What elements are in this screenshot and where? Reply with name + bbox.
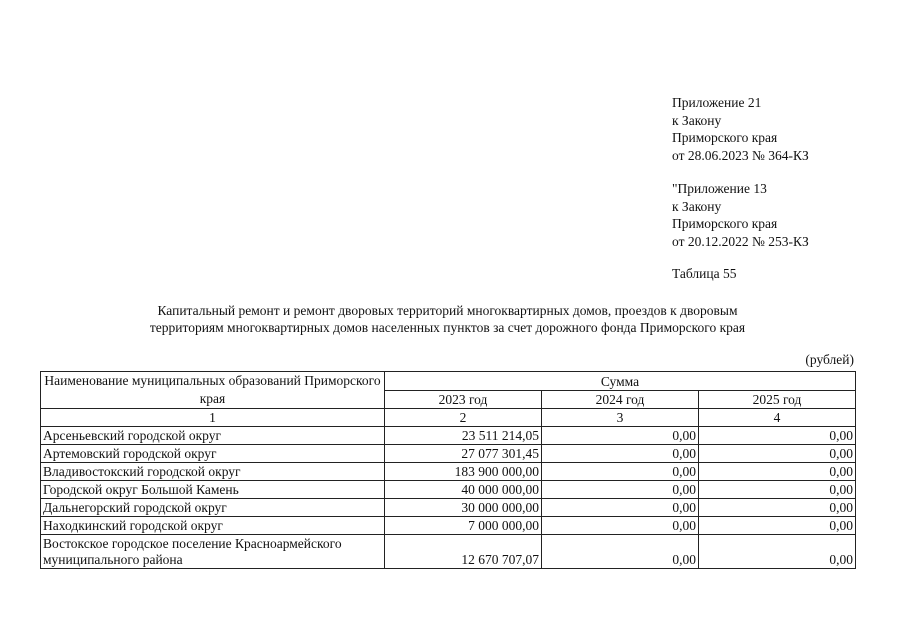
amount-2023: 40 000 000,00 [385,481,542,499]
municipality-name: Артемовский городской округ [41,445,385,463]
appendix-21-title: Приложение 21 [672,95,762,110]
municipality-name: Владивостокский городской округ [41,463,385,481]
table-row [41,517,856,535]
table-row [41,445,856,463]
amount-2025: 0,00 [699,463,856,481]
column-number-3: 3 [542,409,699,427]
header-municipality: Наименование муниципальных образований Приморского края [41,372,385,409]
header-year-2025: 2025 год [699,390,856,409]
appendix-21-region: Приморского края [672,130,778,146]
table-row [41,535,856,569]
table-row [41,463,856,481]
table-number: Таблица 55 [672,266,737,281]
column-number-2: 2 [385,409,542,427]
appendix-21-date: от 28.06.2023 № 364-КЗ [672,147,809,163]
amount-2025: 0,00 [699,481,856,499]
appendix-13-block [672,180,809,250]
funding-table [40,371,856,569]
document-title [40,302,855,336]
amount-2023: 23 511 214,05 [385,427,542,445]
municipality-name: Востокское городское поселение Красноармейского муниципального района [41,535,385,569]
appendix-13-region: Приморского края [672,216,778,232]
column-number-1: 1 [41,409,385,427]
municipality-name: Дальнегорский городской округ [41,499,385,517]
amount-2023: 30 000 000,00 [385,499,542,517]
amount-2023: 27 077 301,45 [385,445,542,463]
amount-2023: 183 900 000,00 [385,463,542,481]
header-sum: Сумма [385,372,856,391]
table-row [41,481,856,499]
appendix-13-date: от 20.12.2022 № 253-КЗ [672,233,809,249]
amount-2024: 0,00 [542,427,699,445]
amount-2024: 0,00 [542,463,699,481]
amount-2024: 0,00 [542,481,699,499]
amount-2024: 0,00 [542,535,699,569]
amount-2025: 0,00 [699,535,856,569]
municipality-name: Находкинский городской округ [41,517,385,535]
amount-2024: 0,00 [542,499,699,517]
appendix-13-law-ref: к Закону [672,198,722,214]
document-title-line-2: территориям многоквартирных домов населенных пунктов за счет дорожного фонда Приморского края [149,320,746,335]
amount-2025: 0,00 [699,517,856,535]
appendix-13-title: "Приложение 13 [672,181,767,196]
amount-2024: 0,00 [542,517,699,535]
municipality-name: Городской округ Большой Камень [41,481,385,499]
document-title-line-1: Капитальный ремонт и ремонт дворовых территорий многоквартирных домов, проездов к дворовым [157,303,738,318]
appendix-21-law-ref: к Закону [672,112,722,128]
header-year-2024: 2024 год [542,390,699,409]
header-year-2023: 2023 год [385,390,542,409]
table-row [41,499,856,517]
table-row [41,427,856,445]
appendix-21-block [672,94,809,164]
amount-2025: 0,00 [699,427,856,445]
column-number-4: 4 [699,409,856,427]
municipality-name: Арсеньевский городской округ [41,427,385,445]
amount-2025: 0,00 [699,445,856,463]
amount-2023: 12 670 707,07 [385,535,542,569]
amount-2023: 7 000 000,00 [385,517,542,535]
amount-2025: 0,00 [699,499,856,517]
amount-2024: 0,00 [542,445,699,463]
units-label: (рублей) [805,352,854,367]
